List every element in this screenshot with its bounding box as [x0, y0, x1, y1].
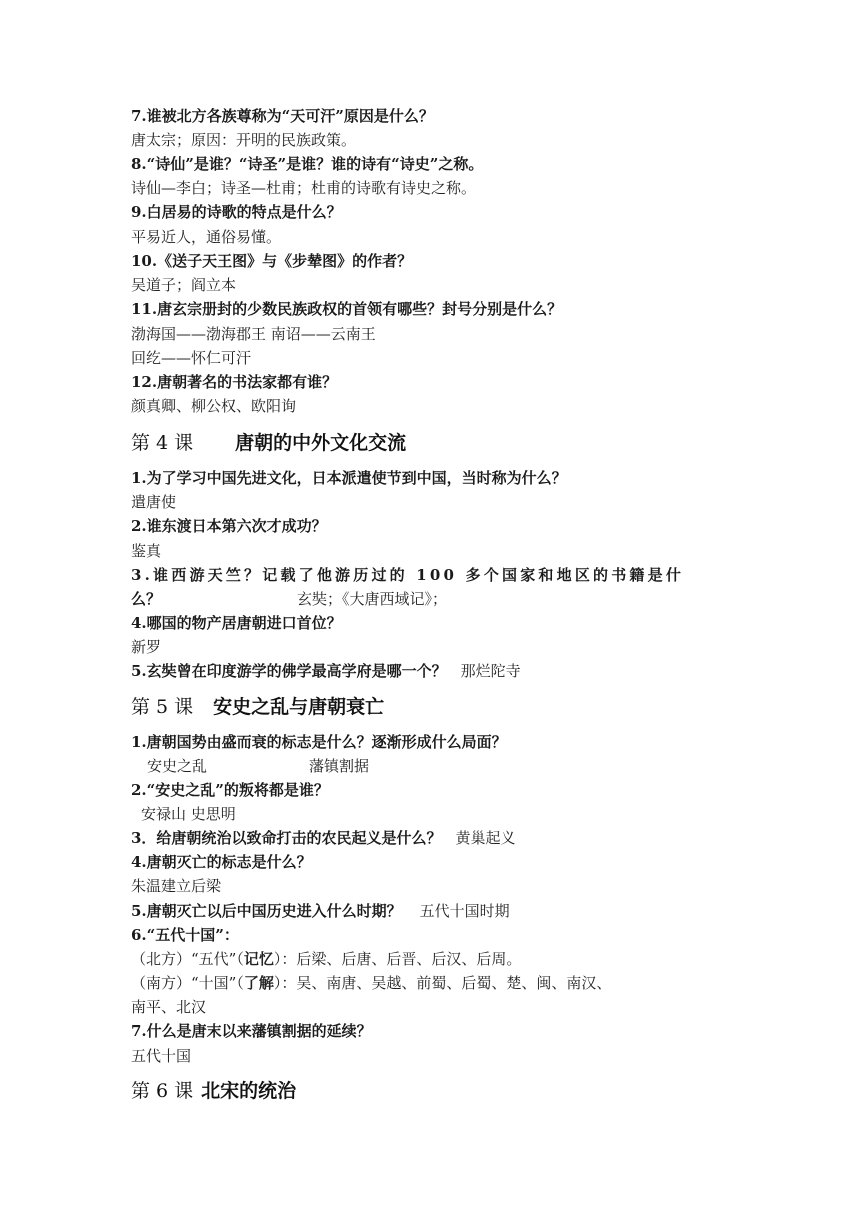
l4-q1: 1.为了学习中国先进文化，日本派遣使节到中国，当时称为什么？ [131, 469, 567, 487]
l5-a4: 朱温建立后梁 [131, 877, 222, 895]
l4-q3-line2 [131, 589, 447, 609]
l5-a1 [131, 756, 369, 776]
l5-a3: 黄巢起义 [455, 829, 516, 847]
l5-q3-text: 3．给唐朝统治以致命打击的农民起义是什么？ [131, 829, 442, 847]
l5-q5 [131, 901, 510, 921]
l4-a4: 新罗 [131, 638, 162, 656]
l5-a6-l1-post: ）：后梁、后唐、后晋、后汉、后周。 [273, 950, 522, 968]
lesson4-title: 唐朝的中外文化交流 [235, 432, 407, 454]
l5-a6-line2 [131, 973, 611, 993]
l5-a6-line3: 南平、北汉 [131, 998, 207, 1016]
line-q11: 11.唐玄宗册封的少数民族政权的首领有哪些？封号分别是什么？ [131, 300, 563, 318]
line-q10: 10.《送子天王图》与《步辇图》的作者？ [131, 252, 413, 270]
l5-a6-l2-pre: （南方）“十国”（ [131, 974, 244, 992]
lesson5-heading [131, 694, 384, 720]
l4-a1: 遣唐使 [131, 493, 177, 511]
l5-q5-text: 5.唐朝灭亡以后中国历史进入什么时期？ [131, 902, 402, 920]
l4-q3-line2-text: 么？ [131, 590, 162, 608]
l5-q4: 4.唐朝灭亡的标志是什么？ [131, 853, 312, 871]
l5-a1-right: 藩镇割据 [309, 757, 370, 775]
line-a10: 吴道子；阎立本 [131, 276, 237, 294]
l4-a2: 鉴真 [131, 542, 162, 560]
l4-a3: 玄奘；《大唐西域记》； [297, 590, 448, 608]
l4-q3-line1: 3.谁西游天竺？记载了他游历过的 100 多个国家和地区的书籍是什 [131, 566, 685, 584]
lesson6-heading [131, 1078, 296, 1104]
lesson4-heading [131, 430, 406, 456]
l4-q5 [131, 661, 521, 681]
l5-a5: 五代十国时期 [419, 902, 510, 920]
l5-a6-l2-bold: 了解 [243, 974, 274, 992]
line-a12: 颜真卿、柳公权、欧阳询 [131, 397, 297, 415]
line-q7: 7.谁被北方各族尊称为“天可汗”原因是什么？ [131, 107, 434, 125]
l5-a1-left: 安史之乱 [147, 757, 208, 775]
lesson4-number: 第 4 课 [131, 432, 194, 454]
l5-a7: 五代十国 [131, 1047, 192, 1065]
line-a11a: 渤海国——渤海郡王 南诏——云南王 [131, 325, 376, 343]
line-a7: 唐太宗；原因：开明的民族政策。 [131, 131, 357, 149]
l5-a6-line1 [131, 949, 521, 969]
line-a9: 平易近人，通俗易懂。 [131, 228, 282, 246]
l5-q7: 7.什么是唐末以来藩镇割据的延续？ [131, 1022, 372, 1040]
lesson5-title: 安史之乱与唐朝衰亡 [213, 696, 385, 718]
l4-a5: 那烂陀寺 [460, 662, 521, 680]
l5-q6: 6.“五代十国”： [131, 926, 239, 944]
lesson6-title: 北宋的统治 [201, 1080, 297, 1102]
l4-q4: 4.哪国的物产居唐朝进口首位？ [131, 614, 342, 632]
line-q9: 9.白居易的诗歌的特点是什么？ [131, 203, 342, 221]
l5-a6-l2-post: ）：吴、南唐、吴越、前蜀、后蜀、楚、闽、南汉、 [273, 974, 612, 992]
l5-q2: 2.“安史之乱”的叛将都是谁？ [131, 781, 329, 799]
lesson6-number: 第 6 课 [131, 1080, 194, 1102]
l4-q2: 2.谁东渡日本第六次才成功？ [131, 517, 327, 535]
l5-a6-l1-bold: 记忆 [243, 950, 274, 968]
l5-q1: 1.唐朝国势由盛而衰的标志是什么？逐渐形成什么局面？ [131, 733, 507, 751]
l5-q3 [131, 828, 515, 848]
line-a11b: 回纥——怀仁可汗 [131, 349, 252, 367]
line-a8: 诗仙—李白；诗圣—杜甫；杜甫的诗歌有诗史之称。 [131, 179, 477, 197]
l5-a2-text: 安禄山 史思明 [141, 805, 236, 823]
l5-a6-l1-pre: （北方）“五代”（ [131, 950, 244, 968]
l5-a2 [131, 804, 236, 824]
l4-q5-text: 5.玄奘曾在印度游学的佛学最高学府是哪一个？ [131, 662, 447, 680]
lesson5-number: 第 5 课 [131, 696, 194, 718]
line-q12: 12.唐朝著名的书法家都有谁？ [131, 373, 338, 391]
line-q8: 8.“诗仙”是谁？“诗圣”是谁？谁的诗有“诗史”之称。 [131, 155, 484, 173]
